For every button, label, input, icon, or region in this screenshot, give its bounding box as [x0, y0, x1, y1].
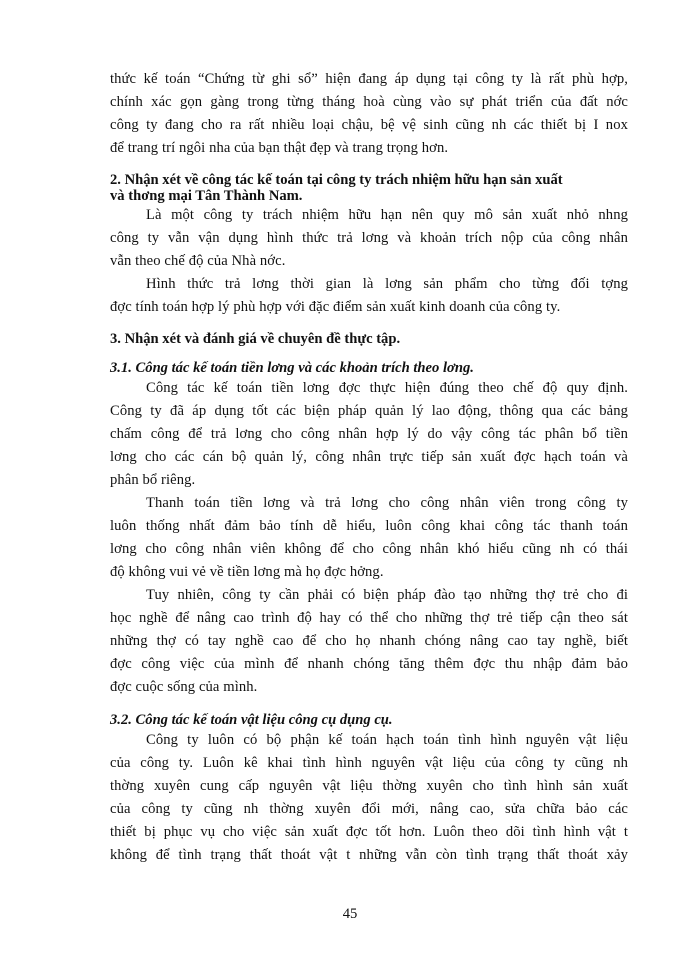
text-line: của công ty cũng nh thờng xuyên đổi mới, nâng cao, sửa chữa bảo các	[110, 801, 628, 817]
paragraph-6	[110, 584, 628, 699]
text-line: lơng cho công nhân viên không để cho công nhân khó hiểu cũng nh có thái	[110, 541, 628, 557]
text-line: Tuy nhiên, công ty cần phải có biện pháp đào tạo những thợ trẻ cho đi	[146, 587, 628, 603]
paragraph-5	[110, 492, 628, 584]
text-line: thức kế toán “Chứng từ ghi sổ” hiện đang áp dụng tại công ty là rất phù hợp,	[110, 71, 628, 87]
text-line: đợc công việc của mình để nhanh chóng tăng thêm đợc thu nhập đảm bảo	[110, 656, 628, 672]
paragraph-3	[110, 273, 628, 319]
text-line: lơng cho các cán bộ quản lý, công nhân trực tiếp sản xuất đợc hạch toán và	[110, 449, 628, 465]
text-line: để trang trí ngôi nha của bạn thật đẹp và trang trọng hơn.	[110, 140, 449, 156]
text-line: độ không vui vẻ về tiền lơng mà họ đợc hởng.	[110, 564, 384, 580]
text-line: không để tình trạng thất thoát vật t những vẫn còn tình trạng thất thoát xảy	[110, 847, 628, 863]
subsection-heading-3-1: 3.1. Công tác kế toán tiền lơng và các khoản trích theo lơng.	[110, 360, 474, 376]
text-line: đợc cuộc sống của mình.	[110, 679, 258, 695]
paragraph-2	[110, 204, 628, 273]
paragraph-7	[110, 729, 628, 867]
section-heading-2	[110, 172, 628, 204]
heading-line: và thơng mại Tân Thành Nam.	[110, 188, 303, 204]
text-line: vẫn theo chế độ của Nhà nớc.	[110, 253, 286, 269]
text-line: luôn thống nhất đảm bảo tính dễ hiểu, luôn công khai công tác thanh toán	[110, 518, 628, 534]
text-line: công ty đang cho ra rất nhiều loại chậu, bệ vệ sinh cũng nh các thiết bị I nox	[110, 117, 628, 133]
text-line: chấm công để trả lơng cho công nhân hợp lý do vậy công tác phân bổ tiền	[110, 426, 628, 442]
paragraph-4	[110, 377, 628, 492]
subsection-heading-3-2: 3.2. Công tác kế toán vật liệu công cụ dụng cụ.	[110, 712, 393, 728]
heading-line: 2. Nhận xét về công tác kế toán tại công ty trách nhiệm hữu hạn sản xuất	[110, 172, 563, 188]
text-line: của công ty. Luôn kê khai tình hình nguyên vật liệu của công ty cũng nh	[110, 755, 628, 771]
page-number: 45	[342, 906, 358, 922]
paragraph-1	[110, 68, 628, 160]
text-line: Thanh toán tiền lơng và trả lơng cho công nhân viên trong công ty	[146, 495, 628, 511]
text-line: Là một công ty trách nhiệm hữu hạn nên quy mô sản xuất nhỏ nhng	[146, 207, 628, 223]
text-line: Công ty luôn có bộ phận kế toán hạch toán tình hình nguyên vật liệu	[146, 732, 628, 748]
text-line: thiết bị phục vụ cho việc sản xuất đợc tốt hơn. Luôn theo dõi tình hình vật t	[110, 824, 628, 840]
text-line: đợc tính toán hợp lý phù hợp với đặc điểm sản xuất kinh doanh của công ty.	[110, 299, 561, 315]
text-line: Công ty đã áp dụng tốt các biện pháp quản lý lao động, thông qua các bảng	[110, 403, 628, 419]
text-line: Công tác kế toán tiền lơng đợc thực hiện đúng theo chế độ quy định.	[146, 380, 628, 396]
text-line: công ty vẫn vận dụng hình thức trả lơng và khoản trích nộp của công nhân	[110, 230, 628, 246]
text-line: thờng xuyên cung cấp nguyên vật liệu thờng xuyên cho tình hình sản xuất	[110, 778, 628, 794]
text-line: học nghề để nâng cao trình độ hay có thể cho những thợ trẻ tiếp cận theo sát	[110, 610, 628, 626]
text-line: phân bổ riêng.	[110, 472, 196, 488]
text-line: chính xác gọn gàng trong từng tháng hoà cùng vào sự phát triển của đất nớc	[110, 94, 628, 110]
section-heading-3: 3. Nhận xét và đánh giá về chuyên đề thực tập.	[110, 331, 401, 347]
text-line: Hình thức trả lơng thời gian là lơng sản phẩm cho từng đối tợng	[146, 276, 628, 292]
document-body	[110, 68, 628, 867]
text-line: những thợ có tay nghề cao để cho họ nhanh chóng nâng cao tay nghề, biết	[110, 633, 628, 649]
